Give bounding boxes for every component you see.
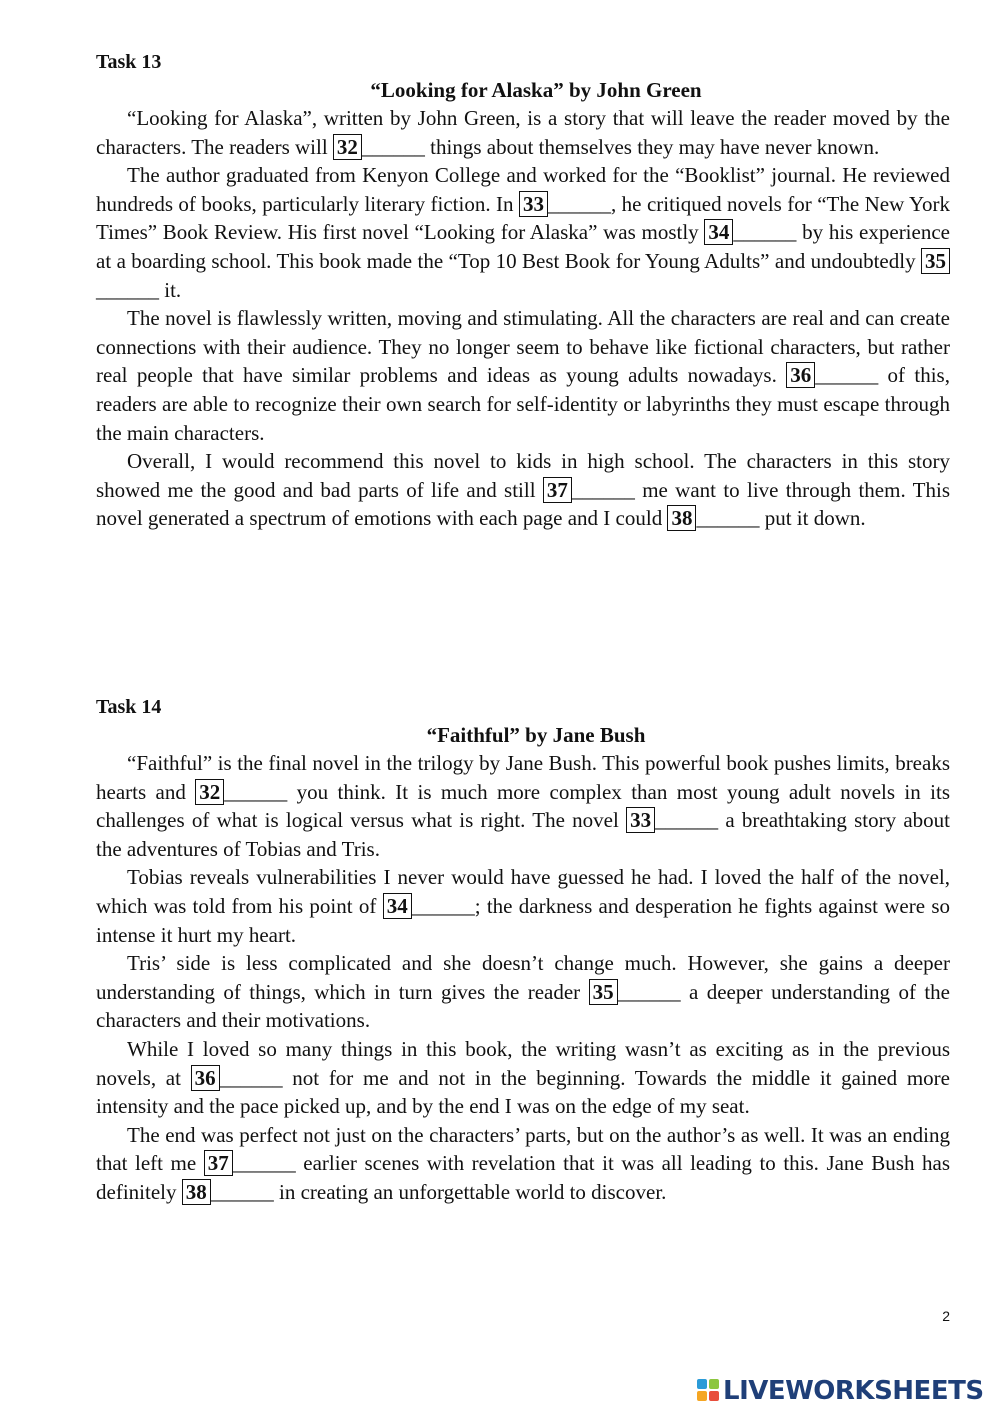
paragraph-text: , he critiqued novels for “The New York Times” Book Review. His first novel “Looking for Alaska” was mostly (96, 191, 950, 245)
question-number-34: 34 (383, 893, 412, 919)
task-14 (96, 693, 950, 1207)
paragraph-text: not for me and not in the beginning. Towards the middle it gained more intensity and the pace picked up, and by the end I was on the edge of my seat. (96, 1065, 950, 1119)
answer-blank[interactable]: ______ (547, 191, 611, 216)
answer-blank[interactable]: ______ (696, 506, 760, 531)
answer-blank[interactable]: ______ (617, 979, 681, 1004)
paragraph-text: The author graduated from Kenyon College and worked for the “Booklist” journal. He reviewed hundreds of books, particularly literary fiction. In (96, 163, 950, 216)
task-13 (96, 48, 950, 533)
question-number-38: 38 (182, 1179, 211, 1205)
paragraph-text: “Looking for Alaska”, written by John Green, is a story that will leave the reader moved by the characters. The readers will (96, 106, 950, 159)
task-body (96, 749, 950, 1207)
paragraph-text: me want to live through them. This novel generated a spectrum of emotions with each page and I could (96, 477, 950, 531)
paragraph-text: by his experience at a boarding school. This book made the “Top 10 Best Book for Young Adults” and undoubtedly (96, 220, 950, 273)
answer-blank[interactable]: ______ (232, 1151, 296, 1176)
task-title: “Faithful” by Jane Bush (426, 723, 646, 747)
liveworksheets-logo-text: LIVEWORKSHEETS (723, 1376, 984, 1406)
paragraph-text: a breathtaking story about the adventures of Tobias and Tris. (96, 808, 950, 861)
paragraph-text: ; the darkness and desperation he fights against were so intense it hurt my heart. (96, 893, 951, 947)
liveworksheets-logo (697, 1376, 984, 1406)
answer-blank[interactable]: ______ (733, 220, 797, 245)
question-number-36: 36 (191, 1065, 220, 1091)
answer-blank[interactable]: ______ (655, 808, 719, 833)
task-body (96, 104, 950, 533)
paragraph-text: Tris’ side is less complicated and she doesn’t change much. However, she gains a deeper understanding of things, which in turn gives the reader (96, 951, 950, 1004)
question-number-33: 33 (519, 191, 548, 217)
paragraph (96, 104, 950, 161)
question-number-33: 33 (626, 807, 655, 833)
paragraph-text: The end was perfect not just on the characters’ parts, but on the author’s as well. It was an ending that left me (96, 1122, 950, 1176)
answer-blank[interactable]: ______ (224, 779, 288, 804)
task-title: “Looking for Alaska” by John Green (370, 78, 702, 102)
paragraph-text: “Faithful” is the final novel in the trilogy by Jane Bush. This powerful book pushes limits, breaks hearts and (96, 751, 950, 804)
paragraph-text: a deeper understanding of the characters and their motivations. (96, 979, 950, 1033)
paragraph-text: Tobias reveals vulnerabilities I never would have guessed he had. I loved the half of the novel, which was told from his point of (96, 865, 950, 918)
question-number-36: 36 (786, 362, 815, 388)
paragraph-text: earlier scenes with revelation that it was all leading to this. Jane Bush has definitely (96, 1151, 950, 1204)
paragraph (96, 949, 950, 1035)
paragraph-text: it. (159, 277, 182, 302)
answer-blank[interactable]: ______ (96, 277, 159, 302)
paragraph (96, 1121, 950, 1207)
question-number-38: 38 (667, 505, 696, 531)
question-number-34: 34 (704, 219, 733, 245)
paragraph-text: put it down. (759, 506, 866, 531)
paragraph-text: in creating an unforgettable world to discover. (273, 1179, 667, 1204)
question-number-37: 37 (204, 1150, 233, 1176)
paragraph-text: of this, readers are able to recognize their own search for self-identity or labyrinths they must escape through the main characters. (96, 363, 950, 445)
paragraph (96, 749, 950, 863)
answer-blank[interactable]: ______ (361, 134, 425, 159)
question-number-35: 35 (921, 248, 950, 274)
paragraph (96, 161, 950, 304)
paragraph (96, 447, 950, 533)
paragraph-text: Overall, I would recommend this novel to kids in high school. The characters in this story showed me the good and bad parts of life and still (96, 449, 950, 502)
paragraph-text: The novel is flawlessly written, moving and stimulating. All the characters are real and can create connections with their audience. They no longer seem to behave like fictional characters, but rather real people that have similar problems and ideas as young adults nowadays. (96, 306, 950, 388)
answer-blank[interactable]: ______ (210, 1179, 274, 1204)
question-number-32: 32 (195, 779, 224, 805)
liveworksheets-logo-icon (697, 1379, 721, 1403)
paragraph (96, 1035, 950, 1121)
page-number: 2 (942, 1308, 950, 1324)
answer-blank[interactable]: ______ (411, 893, 475, 918)
question-number-35: 35 (589, 979, 618, 1005)
paragraph-text: While I loved so many things in this book, the writing wasn’t as exciting as in the previous novels, at (96, 1036, 950, 1090)
task-label: Task 13 (96, 51, 162, 73)
paragraph (96, 863, 950, 949)
paragraph-text: things about themselves they may have never known. (424, 134, 880, 159)
question-number-32: 32 (333, 134, 362, 160)
paragraph-text: you think. It is much more complex than most young adult novels in its challenges of what is logical versus what is right. The novel (96, 779, 950, 833)
task-label: Task 14 (96, 696, 162, 718)
answer-blank[interactable]: ______ (815, 363, 879, 388)
answer-blank[interactable]: ______ (571, 477, 635, 502)
answer-blank[interactable]: ______ (219, 1065, 283, 1090)
paragraph (96, 304, 950, 447)
question-number-37: 37 (543, 477, 572, 503)
